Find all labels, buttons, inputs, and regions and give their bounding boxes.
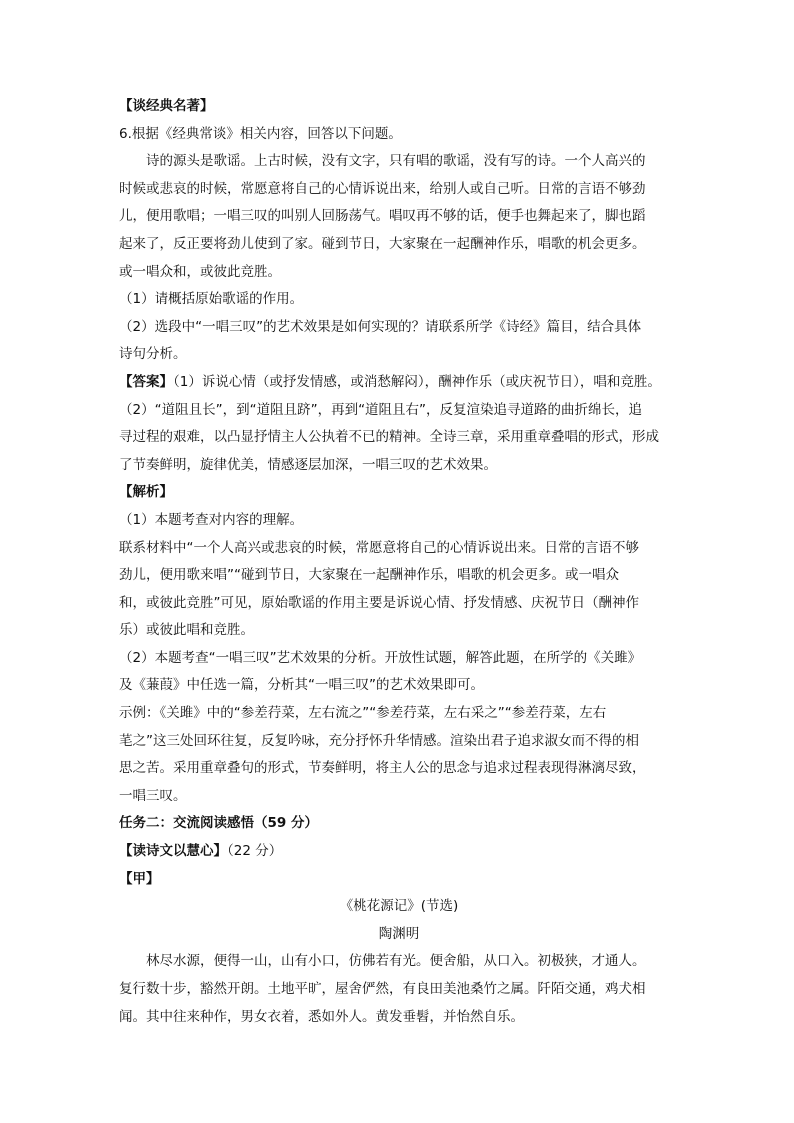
line-label: 【答案】: [119, 373, 173, 390]
text-line: 陶渊明: [378, 925, 420, 942]
text-line: 了节奏鲜明，旋律优美，情感逐层加深，一唱三叹的艺术效果。: [119, 456, 497, 473]
text-line: 【解析】: [119, 484, 173, 501]
line-label: 【读诗文以慧心】: [119, 843, 227, 860]
text-line: [119, 838, 679, 866]
text-line: 乐）或彼此唱和竞胜。: [119, 622, 254, 639]
text-line: 思之苦。采用重章叠句的形式，节奏鲜明，将主人公的思念与追求过程表现得淋漓尽致，: [119, 760, 646, 777]
text-line: 劲儿，便用歌来唱”“碰到节日，大家聚在一起酬神作乐，唱歌的机会更多。或一唱众: [119, 567, 619, 584]
text-line: 6.根据《经典常谈》相关内容，回答以下问题。: [119, 125, 402, 142]
text-line: 儿，便用歌唱；一唱三叹的叫别人回肠荡气。唱叹再不够的话，便手也舞起来了，脚也蹈: [119, 208, 646, 225]
text-line: （1）请概括原始歌谣的作用。: [119, 291, 304, 308]
text-line: 任务二：交流阅读感悟（59 分）: [119, 815, 318, 832]
text-line: 《桃花源记》(节选): [339, 898, 459, 915]
document-body: [119, 93, 679, 1031]
text-line: 【甲】: [119, 870, 160, 887]
text-line: 一唱三叹。: [119, 787, 187, 804]
text-line: 联系材料中“一个人高兴或悲哀的时候，常愿意将自己的心情诉说出来。日常的言语不够: [119, 539, 639, 556]
text-line: 诗的源头是歌谣。上古时候，没有文字，只有唱的歌谣，没有写的诗。一个人高兴的: [146, 153, 646, 170]
text-line: （2）选段中“一唱三叹”的艺术效果是如何实现的？请联系所学《诗经》篇目，结合具体: [119, 318, 642, 335]
text-line: 起来了，反正要将劲儿使到了家。碰到节日，大家聚在一起酬神作乐，唱歌的机会更多。: [119, 235, 646, 252]
text-line: [119, 369, 679, 397]
text-line: 闻。其中往来种作，男女衣着，悉如外人。黄发垂髫，并怡然自乐。: [119, 1008, 524, 1025]
text-line: （2）本题考查“一唱三叹”艺术效果的分析。开放性试题，解答此题，在所学的《关雎》: [119, 649, 642, 666]
text-line: 寻过程的艰难，以凸显抒情主人公执着不已的精神。全诗三章，采用重章叠唱的形式，形成: [119, 429, 659, 446]
text-line: 时候或悲哀的时候，常愿意将自己的心情诉说出来，给别人或自己听。日常的言语不够劲: [119, 180, 646, 197]
line-text: （1）诉说心情（或抒发情感，或消愁解闷），酬神作乐（或庆祝节日），唱和竞胜。: [173, 373, 661, 390]
text-line: 和，或彼此竞胜”可见，原始歌谣的作用主要是诉说心情、抒发情感、庆祝节日（酬神作: [119, 594, 639, 611]
text-line: 芼之”这三处回环往复，反复吟咏，充分抒怀升华情感。渲染出君子追求淑女而不得的相: [119, 732, 639, 749]
text-line: 示例：《关雎》中的“参差荇菜，左右流之”“参差荇菜，左右采之”“参差荇菜，左右: [119, 705, 607, 722]
text-line: 及《蒹葭》中任选一篇，分析其“一唱三叹”的艺术效果即可。: [119, 677, 484, 694]
text-line: （2）“道阻且长”，到“道阻且跻”，再到“道阻且右”，反复渲染追寻道路的曲折绵长，追: [119, 401, 643, 418]
line-text: （22 分）: [227, 843, 283, 860]
text-line: 复行数十步，豁然开朗。土地平旷，屋舍俨然，有良田美池桑竹之属。阡陌交通，鸡犬相: [119, 981, 646, 997]
text-line: 诗句分析。: [119, 346, 187, 363]
text-line: （1）本题考查对内容的理解。: [119, 511, 304, 528]
text-line: 或一唱众和，或彼此竞胜。: [119, 263, 281, 280]
text-line: 【谈经典名著】: [119, 98, 214, 114]
text-line: 林尽水源，便得一山，山有小口，仿佛若有光。便舍船，从口入。初极狭，才通人。: [146, 953, 646, 970]
